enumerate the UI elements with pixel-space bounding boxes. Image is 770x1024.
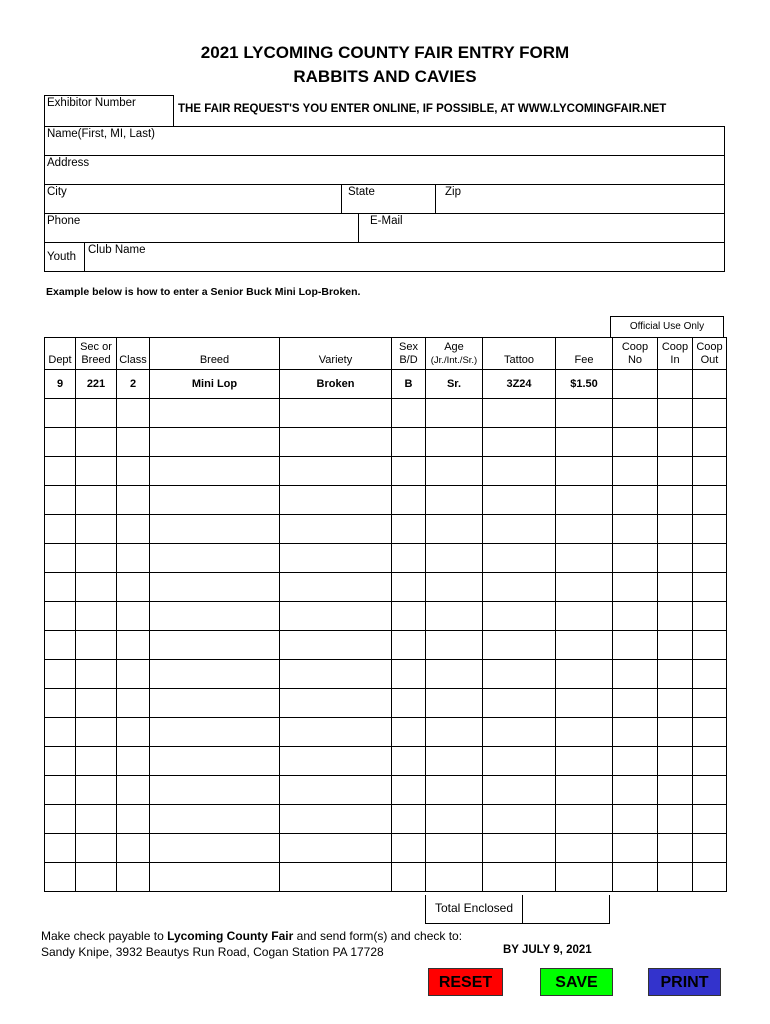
entry-breed-cell[interactable] <box>150 834 280 863</box>
entry-breed-cell[interactable] <box>150 544 280 573</box>
example-breed: Mini Lop <box>150 370 280 399</box>
entry-dept-cell[interactable] <box>45 602 76 631</box>
entry-coop-in-cell[interactable] <box>658 689 693 718</box>
online-notice: THE FAIR REQUEST'S YOU ENTER ONLINE, IF POSSIBLE, AT WWW.LYCOMINGFAIR.NET <box>178 103 667 115</box>
entry-age-cell[interactable] <box>426 573 483 602</box>
entry-sec-cell[interactable] <box>76 660 117 689</box>
entry-age-cell[interactable] <box>426 399 483 428</box>
entry-age-cell[interactable] <box>426 689 483 718</box>
entry-tattoo-cell[interactable] <box>483 457 556 486</box>
header-coop-in: Coop In <box>658 338 693 370</box>
entry-breed-cell[interactable] <box>150 718 280 747</box>
entry-coop-in-cell[interactable] <box>658 573 693 602</box>
table-row <box>45 457 727 486</box>
form-title: 2021 LYCOMING COUNTY FAIR ENTRY FORM <box>200 43 570 62</box>
payable-prefix: Make check payable to <box>41 929 168 943</box>
entry-breed-cell[interactable] <box>150 428 280 457</box>
entry-sec-cell[interactable] <box>76 428 117 457</box>
entry-variety-cell[interactable] <box>280 399 392 428</box>
example-sex: B <box>392 370 426 399</box>
entry-variety-cell[interactable] <box>280 573 392 602</box>
entry-class-cell[interactable] <box>117 863 150 892</box>
entry-breed-cell[interactable] <box>150 631 280 660</box>
entry-variety-cell[interactable] <box>280 544 392 573</box>
entry-class-cell[interactable] <box>117 515 150 544</box>
entry-dept-cell[interactable] <box>45 660 76 689</box>
table-row <box>45 428 727 457</box>
entry-dept-cell[interactable] <box>45 863 76 892</box>
entry-age-cell[interactable] <box>426 863 483 892</box>
header-coop-out: Coop Out <box>693 338 727 370</box>
entry-coop-no-cell[interactable] <box>613 747 658 776</box>
entry-dept-cell[interactable] <box>45 486 76 515</box>
official-use-label: Official Use Only <box>610 316 724 337</box>
entry-variety-cell[interactable] <box>280 660 392 689</box>
entry-coop-no-cell[interactable] <box>613 718 658 747</box>
entry-breed-cell[interactable] <box>150 573 280 602</box>
state-field[interactable] <box>341 184 436 214</box>
entry-coop-no-cell[interactable] <box>613 544 658 573</box>
entry-fee-cell[interactable] <box>556 747 613 776</box>
print-button[interactable]: PRINT <box>648 968 721 996</box>
entry-tattoo-cell[interactable] <box>483 747 556 776</box>
zip-label: Zip <box>445 186 461 198</box>
entry-tattoo-cell[interactable] <box>483 631 556 660</box>
entry-tattoo-cell[interactable] <box>483 718 556 747</box>
entry-dept-cell[interactable] <box>45 631 76 660</box>
entry-coop-no-cell[interactable] <box>613 399 658 428</box>
entry-coop-out-cell[interactable] <box>693 718 727 747</box>
entry-dept-cell[interactable] <box>45 747 76 776</box>
entry-variety-cell[interactable] <box>280 428 392 457</box>
entry-sex-cell[interactable] <box>392 689 426 718</box>
entry-breed-cell[interactable] <box>150 776 280 805</box>
entry-coop-in-cell[interactable] <box>658 428 693 457</box>
entry-class-cell[interactable] <box>117 718 150 747</box>
entry-fee-cell[interactable] <box>556 631 613 660</box>
entry-fee-cell[interactable] <box>556 602 613 631</box>
entry-sec-cell[interactable] <box>76 805 117 834</box>
entry-class-cell[interactable] <box>117 776 150 805</box>
entry-age-cell[interactable] <box>426 834 483 863</box>
entry-sex-cell[interactable] <box>392 718 426 747</box>
entry-fee-cell[interactable] <box>556 776 613 805</box>
example-age: Sr. <box>426 370 483 399</box>
entry-sex-cell[interactable] <box>392 863 426 892</box>
example-variety: Broken <box>280 370 392 399</box>
entry-coop-out-cell[interactable] <box>693 573 727 602</box>
entry-dept-cell[interactable] <box>45 515 76 544</box>
entry-coop-no-cell[interactable] <box>613 428 658 457</box>
table-row <box>45 689 727 718</box>
header-tattoo: Tattoo <box>483 338 556 370</box>
entry-coop-no-cell[interactable] <box>613 573 658 602</box>
entries-table <box>44 337 727 892</box>
entry-fee-cell[interactable] <box>556 486 613 515</box>
entry-coop-in-cell[interactable] <box>658 747 693 776</box>
entry-coop-out-cell[interactable] <box>693 428 727 457</box>
entry-fee-cell[interactable] <box>556 718 613 747</box>
entry-dept-cell[interactable] <box>45 544 76 573</box>
entry-coop-out-cell[interactable] <box>693 689 727 718</box>
entry-fee-cell[interactable] <box>556 515 613 544</box>
entry-age-cell[interactable] <box>426 544 483 573</box>
entry-coop-in-cell[interactable] <box>658 863 693 892</box>
entry-tattoo-cell[interactable] <box>483 544 556 573</box>
mailing-address: Sandy Knipe, 3932 Beautys Run Road, Cogan Station PA 17728 <box>41 945 384 959</box>
example-sec: 221 <box>76 370 117 399</box>
table-row <box>45 660 727 689</box>
entry-class-cell[interactable] <box>117 805 150 834</box>
entry-age-cell[interactable] <box>426 631 483 660</box>
entry-sex-cell[interactable] <box>392 486 426 515</box>
entry-tattoo-cell[interactable] <box>483 689 556 718</box>
entry-class-cell[interactable] <box>117 428 150 457</box>
state-label: State <box>348 186 375 198</box>
entry-age-cell[interactable] <box>426 718 483 747</box>
entry-coop-out-cell[interactable] <box>693 457 727 486</box>
entry-class-cell[interactable] <box>117 631 150 660</box>
entry-age-cell[interactable] <box>426 457 483 486</box>
entry-variety-cell[interactable] <box>280 631 392 660</box>
phone-field[interactable] <box>44 213 359 243</box>
email-label: E-Mail <box>370 215 403 227</box>
entry-breed-cell[interactable] <box>150 457 280 486</box>
entry-variety-cell[interactable] <box>280 602 392 631</box>
header-age: Age (Jr./Int./Sr.) <box>426 338 483 370</box>
entry-sec-cell[interactable] <box>76 573 117 602</box>
example-tattoo: 3Z24 <box>483 370 556 399</box>
entry-dept-cell[interactable] <box>45 428 76 457</box>
header-variety: Variety <box>280 338 392 370</box>
entry-coop-no-cell[interactable] <box>613 486 658 515</box>
entry-dept-cell[interactable] <box>45 573 76 602</box>
entry-age-cell[interactable] <box>426 602 483 631</box>
entry-tattoo-cell[interactable] <box>483 428 556 457</box>
table-row <box>45 486 727 515</box>
entry-sex-cell[interactable] <box>392 515 426 544</box>
entry-sex-cell[interactable] <box>392 747 426 776</box>
reset-button[interactable]: RESET <box>428 968 503 996</box>
entry-coop-in-cell[interactable] <box>658 544 693 573</box>
entry-coop-out-cell[interactable] <box>693 660 727 689</box>
city-label: City <box>47 186 67 198</box>
entry-age-cell[interactable] <box>426 660 483 689</box>
entry-sex-cell[interactable] <box>392 602 426 631</box>
entry-class-cell[interactable] <box>117 602 150 631</box>
entry-breed-cell[interactable] <box>150 602 280 631</box>
entry-sex-cell[interactable] <box>392 834 426 863</box>
entry-coop-out-cell[interactable] <box>693 776 727 805</box>
entry-sec-cell[interactable] <box>76 776 117 805</box>
name-label: Name(First, MI, Last) <box>47 128 155 140</box>
entry-age-cell[interactable] <box>426 515 483 544</box>
header-dept: Dept <box>45 338 76 370</box>
entry-fee-cell[interactable] <box>556 863 613 892</box>
entry-sex-cell[interactable] <box>392 428 426 457</box>
entry-fee-cell[interactable] <box>556 660 613 689</box>
entry-class-cell[interactable] <box>117 457 150 486</box>
entry-sec-cell[interactable] <box>76 486 117 515</box>
entry-tattoo-cell[interactable] <box>483 399 556 428</box>
entry-coop-no-cell[interactable] <box>613 805 658 834</box>
youth-label: Youth <box>47 251 76 263</box>
entry-variety-cell[interactable] <box>280 805 392 834</box>
header-coop-no: Coop No <box>613 338 658 370</box>
entry-coop-in-cell[interactable] <box>658 805 693 834</box>
entry-tattoo-cell[interactable] <box>483 486 556 515</box>
entry-age-cell[interactable] <box>426 805 483 834</box>
entry-variety-cell[interactable] <box>280 515 392 544</box>
entry-dept-cell[interactable] <box>45 718 76 747</box>
entry-sec-cell[interactable] <box>76 631 117 660</box>
entry-sec-cell[interactable] <box>76 457 117 486</box>
entry-coop-in-cell[interactable] <box>658 602 693 631</box>
entry-tattoo-cell[interactable] <box>483 776 556 805</box>
entry-sec-cell[interactable] <box>76 515 117 544</box>
header-breed: Breed <box>150 338 280 370</box>
entry-coop-in-cell[interactable] <box>658 457 693 486</box>
entry-coop-in-cell[interactable] <box>658 399 693 428</box>
entry-tattoo-cell[interactable] <box>483 602 556 631</box>
entry-dept-cell[interactable] <box>45 457 76 486</box>
entry-fee-cell[interactable] <box>556 428 613 457</box>
entry-breed-cell[interactable] <box>150 486 280 515</box>
table-row <box>45 399 727 428</box>
exhibitor-number-field[interactable] <box>44 95 174 127</box>
table-row <box>45 602 727 631</box>
address-field[interactable] <box>44 155 725 185</box>
entry-fee-cell[interactable] <box>556 805 613 834</box>
entry-coop-out-cell[interactable] <box>693 486 727 515</box>
entry-dept-cell[interactable] <box>45 834 76 863</box>
entry-tattoo-cell[interactable] <box>483 660 556 689</box>
example-note: Example below is how to enter a Senior Buck Mini Lop-Broken. <box>46 286 361 298</box>
entry-coop-no-cell[interactable] <box>613 457 658 486</box>
entry-sex-cell[interactable] <box>392 660 426 689</box>
entry-tattoo-cell[interactable] <box>483 863 556 892</box>
entry-coop-in-cell[interactable] <box>658 486 693 515</box>
entry-coop-out-cell[interactable] <box>693 631 727 660</box>
entry-breed-cell[interactable] <box>150 863 280 892</box>
entry-coop-out-cell[interactable] <box>693 805 727 834</box>
entry-breed-cell[interactable] <box>150 747 280 776</box>
header-sec: Sec or Breed <box>76 338 117 370</box>
example-coop-in <box>658 370 693 399</box>
entry-sex-cell[interactable] <box>392 631 426 660</box>
entry-breed-cell[interactable] <box>150 660 280 689</box>
entry-dept-cell[interactable] <box>45 776 76 805</box>
entry-class-cell[interactable] <box>117 544 150 573</box>
entry-sec-cell[interactable] <box>76 399 117 428</box>
entry-sec-cell[interactable] <box>76 689 117 718</box>
table-row <box>45 544 727 573</box>
entry-variety-cell[interactable] <box>280 776 392 805</box>
entry-class-cell[interactable] <box>117 486 150 515</box>
entry-age-cell[interactable] <box>426 776 483 805</box>
entry-dept-cell[interactable] <box>45 399 76 428</box>
entry-sex-cell[interactable] <box>392 805 426 834</box>
save-button[interactable]: SAVE <box>540 968 613 996</box>
entry-sec-cell[interactable] <box>76 602 117 631</box>
entry-sex-cell[interactable] <box>392 457 426 486</box>
entry-coop-no-cell[interactable] <box>613 660 658 689</box>
zip-field[interactable] <box>435 184 725 214</box>
entry-coop-no-cell[interactable] <box>613 776 658 805</box>
table-row <box>45 747 727 776</box>
entry-sec-cell[interactable] <box>76 718 117 747</box>
entry-coop-out-cell[interactable] <box>693 834 727 863</box>
entry-coop-no-cell[interactable] <box>613 631 658 660</box>
example-coop-out <box>693 370 727 399</box>
entry-variety-cell[interactable] <box>280 689 392 718</box>
city-field[interactable] <box>44 184 342 214</box>
table-row <box>45 834 727 863</box>
entry-class-cell[interactable] <box>117 573 150 602</box>
entry-coop-no-cell[interactable] <box>613 602 658 631</box>
entry-sex-cell[interactable] <box>392 573 426 602</box>
entry-sec-cell[interactable] <box>76 834 117 863</box>
entry-coop-out-cell[interactable] <box>693 863 727 892</box>
entry-coop-no-cell[interactable] <box>613 863 658 892</box>
entry-coop-in-cell[interactable] <box>658 718 693 747</box>
entry-variety-cell[interactable] <box>280 834 392 863</box>
email-field[interactable] <box>358 213 725 243</box>
entry-variety-cell[interactable] <box>280 486 392 515</box>
entry-sec-cell[interactable] <box>76 747 117 776</box>
table-row <box>45 805 727 834</box>
entry-breed-cell[interactable] <box>150 689 280 718</box>
entry-class-cell[interactable] <box>117 689 150 718</box>
entry-fee-cell[interactable] <box>556 834 613 863</box>
entry-variety-cell[interactable] <box>280 718 392 747</box>
table-row <box>45 718 727 747</box>
total-enclosed-field[interactable] <box>523 895 610 924</box>
club-name-label: Club Name <box>88 244 146 256</box>
entry-coop-out-cell[interactable] <box>693 515 727 544</box>
entry-fee-cell[interactable] <box>556 457 613 486</box>
entry-sex-cell[interactable] <box>392 399 426 428</box>
entry-variety-cell[interactable] <box>280 457 392 486</box>
exhibitor-number-label: Exhibitor Number <box>47 97 136 109</box>
entry-coop-out-cell[interactable] <box>693 544 727 573</box>
example-class: 2 <box>117 370 150 399</box>
payable-instructions <box>41 929 462 944</box>
entry-class-cell[interactable] <box>117 660 150 689</box>
entry-tattoo-cell[interactable] <box>483 573 556 602</box>
entry-tattoo-cell[interactable] <box>483 515 556 544</box>
payable-suffix: and send form(s) and check to: <box>293 929 463 943</box>
entry-coop-in-cell[interactable] <box>658 776 693 805</box>
example-row <box>45 370 727 399</box>
entry-breed-cell[interactable] <box>150 399 280 428</box>
entry-coop-no-cell[interactable] <box>613 689 658 718</box>
table-row <box>45 515 727 544</box>
entry-coop-out-cell[interactable] <box>693 602 727 631</box>
entry-fee-cell[interactable] <box>556 689 613 718</box>
entry-age-cell[interactable] <box>426 486 483 515</box>
entry-coop-out-cell[interactable] <box>693 399 727 428</box>
entry-class-cell[interactable] <box>117 399 150 428</box>
entry-breed-cell[interactable] <box>150 805 280 834</box>
example-fee: $1.50 <box>556 370 613 399</box>
entry-class-cell[interactable] <box>117 834 150 863</box>
entry-coop-no-cell[interactable] <box>613 515 658 544</box>
entry-breed-cell[interactable] <box>150 515 280 544</box>
form-subtitle: RABBITS AND CAVIES <box>293 67 477 86</box>
club-name-field[interactable] <box>84 242 725 272</box>
entry-fee-cell[interactable] <box>556 399 613 428</box>
entry-sex-cell[interactable] <box>392 544 426 573</box>
entry-tattoo-cell[interactable] <box>483 805 556 834</box>
deadline: BY JULY 9, 2021 <box>503 944 592 956</box>
entry-variety-cell[interactable] <box>280 863 392 892</box>
entry-class-cell[interactable] <box>117 747 150 776</box>
entry-fee-cell[interactable] <box>556 544 613 573</box>
header-fee: Fee <box>556 338 613 370</box>
entry-sec-cell[interactable] <box>76 863 117 892</box>
table-row <box>45 776 727 805</box>
payable-name: Lycoming County Fair <box>167 929 294 943</box>
entry-age-cell[interactable] <box>426 428 483 457</box>
entry-tattoo-cell[interactable] <box>483 834 556 863</box>
table-row <box>45 863 727 892</box>
entry-coop-in-cell[interactable] <box>658 834 693 863</box>
name-field[interactable] <box>44 126 725 156</box>
example-coop-no <box>613 370 658 399</box>
phone-label: Phone <box>47 215 81 227</box>
total-enclosed-label: Total Enclosed <box>425 895 523 924</box>
entry-dept-cell[interactable] <box>45 689 76 718</box>
entry-sec-cell[interactable] <box>76 544 117 573</box>
entry-variety-cell[interactable] <box>280 747 392 776</box>
entry-coop-no-cell[interactable] <box>613 834 658 863</box>
entry-dept-cell[interactable] <box>45 805 76 834</box>
header-class: Class <box>117 338 150 370</box>
table-header-row <box>45 338 727 370</box>
address-label: Address <box>47 157 90 169</box>
entry-coop-out-cell[interactable] <box>693 747 727 776</box>
entry-age-cell[interactable] <box>426 747 483 776</box>
table-row <box>45 573 727 602</box>
entry-coop-in-cell[interactable] <box>658 515 693 544</box>
entry-coop-in-cell[interactable] <box>658 660 693 689</box>
example-dept: 9 <box>45 370 76 399</box>
entry-coop-in-cell[interactable] <box>658 631 693 660</box>
entry-fee-cell[interactable] <box>556 573 613 602</box>
entry-sex-cell[interactable] <box>392 776 426 805</box>
youth-field[interactable] <box>44 242 85 272</box>
entry-rows <box>45 399 727 892</box>
table-row <box>45 631 727 660</box>
header-sex: Sex B/D <box>392 338 426 370</box>
